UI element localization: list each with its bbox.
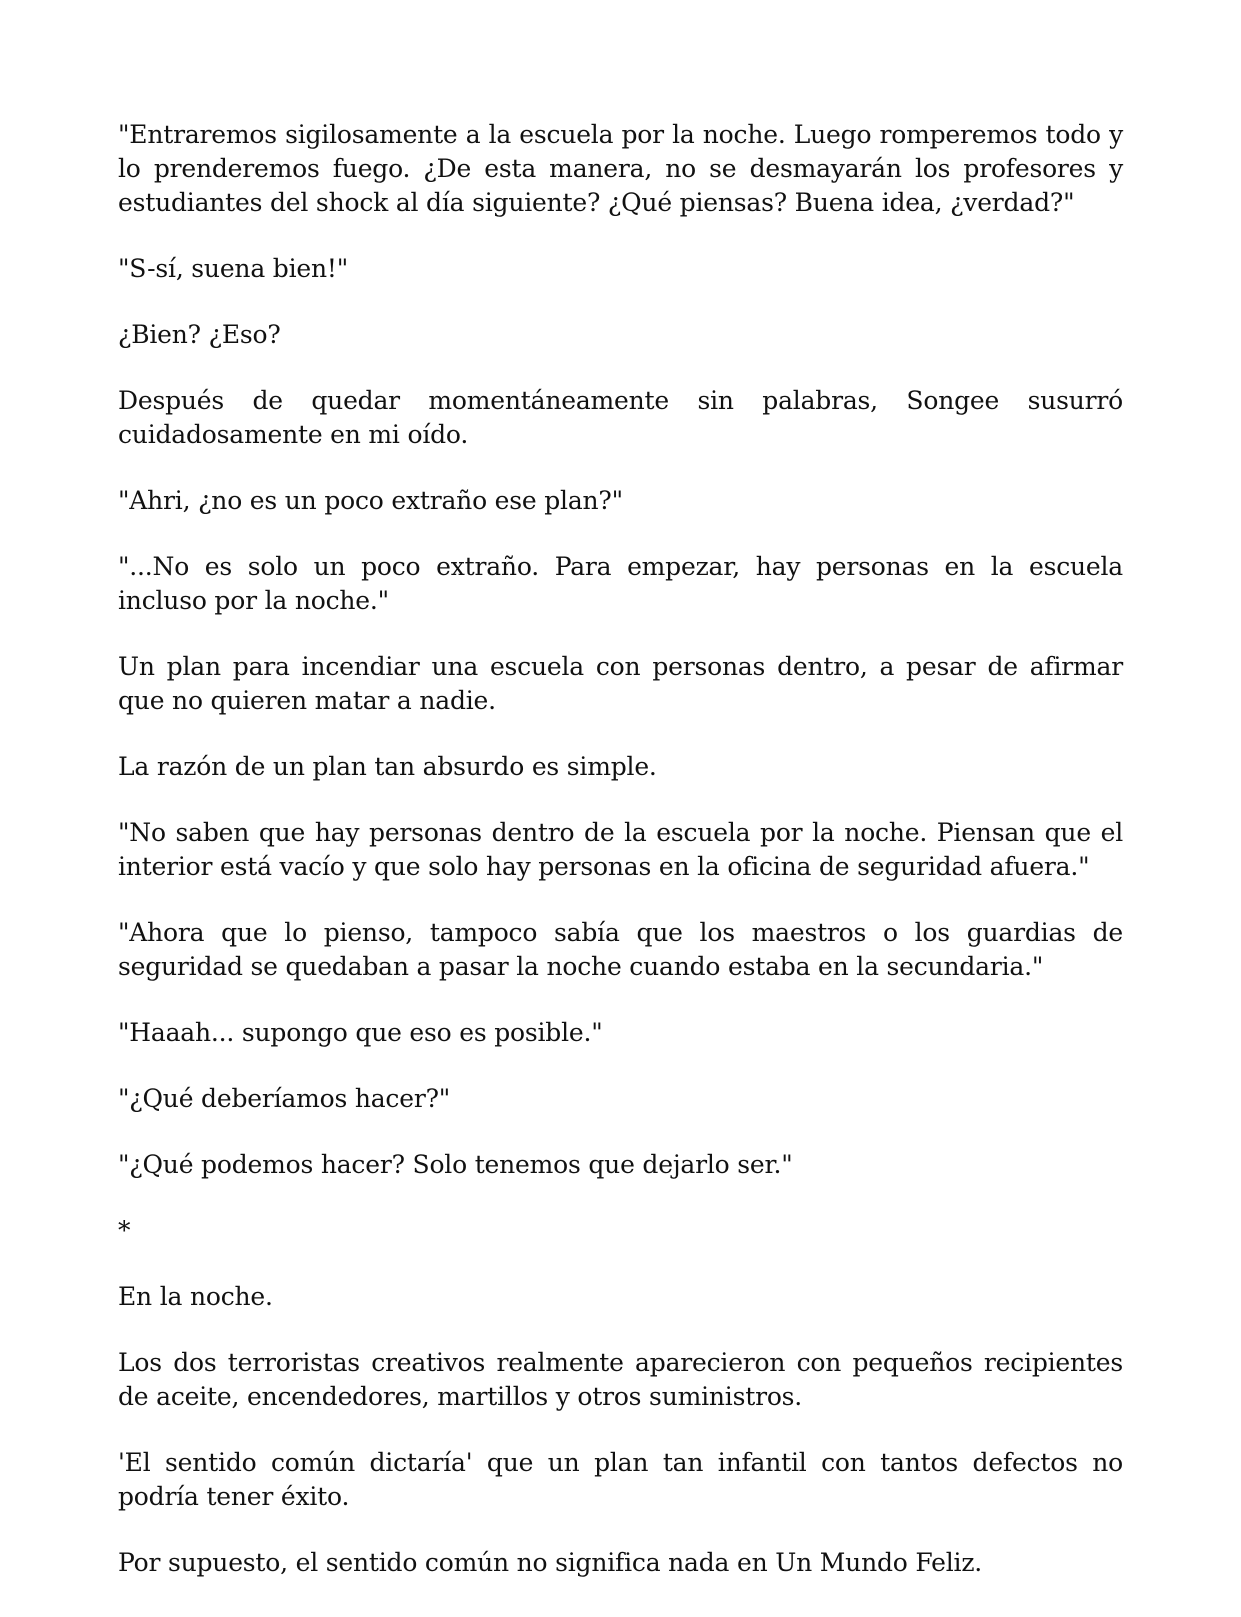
paragraph: "Haaah... supongo que eso es posible."	[118, 1018, 603, 1047]
paragraph: "No saben que hay personas dentro de la escuela por la noche. Piensan que el interior está vacío y que solo hay personas en la oficina de seguridad afuera."	[118, 818, 1123, 881]
scene-break: *	[118, 1216, 131, 1245]
paragraph: "Ahora que lo pienso, tampoco sabía que los maestros o los guardias de seguridad se quedaban a pasar la noche cuando estaba en la secundaria."	[118, 918, 1123, 981]
text-column	[118, 118, 1123, 1612]
paragraph: 'El sentido común dictaría' que un plan tan infantil con tantos defectos no podría tener éxito.	[118, 1448, 1123, 1511]
paragraph: "¿Qué podemos hacer? Solo tenemos que dejarlo ser."	[118, 1150, 793, 1179]
paragraph: La razón de un plan tan absurdo es simple.	[118, 752, 657, 781]
paragraph: "Entraremos sigilosamente a la escuela por la noche. Luego romperemos todo y lo prenderemos fuego. ¿De esta manera, no se desmayarán los profesores y estudiantes del shock al día siguiente? ¿Qué piensas? Buena idea, ¿verdad?"	[118, 120, 1123, 217]
paragraph: Los dos terroristas creativos realmente aparecieron con pequeños recipientes de aceite, encendedores, martillos y otros suministros.	[118, 1348, 1123, 1411]
paragraph: "Ahri, ¿no es un poco extraño ese plan?"	[118, 486, 623, 515]
paragraph: En la noche.	[118, 1282, 273, 1311]
paragraph: ¿Bien? ¿Eso?	[118, 320, 281, 349]
paragraph: "S-sí, suena bien!"	[118, 254, 349, 283]
paragraph: Un plan para incendiar una escuela con personas dentro, a pesar de afirmar que no quieren matar a nadie.	[118, 652, 1123, 715]
paragraph: "¿Qué deberíamos hacer?"	[118, 1084, 451, 1113]
paragraph: Después de quedar momentáneamente sin palabras, Songee susurró cuidadosamente en mi oído.	[118, 386, 1123, 449]
paragraph: "...No es solo un poco extraño. Para empezar, hay personas en la escuela incluso por la noche."	[118, 552, 1123, 615]
paragraph: Por supuesto, el sentido común no significa nada en Un Mundo Feliz.	[118, 1548, 983, 1577]
